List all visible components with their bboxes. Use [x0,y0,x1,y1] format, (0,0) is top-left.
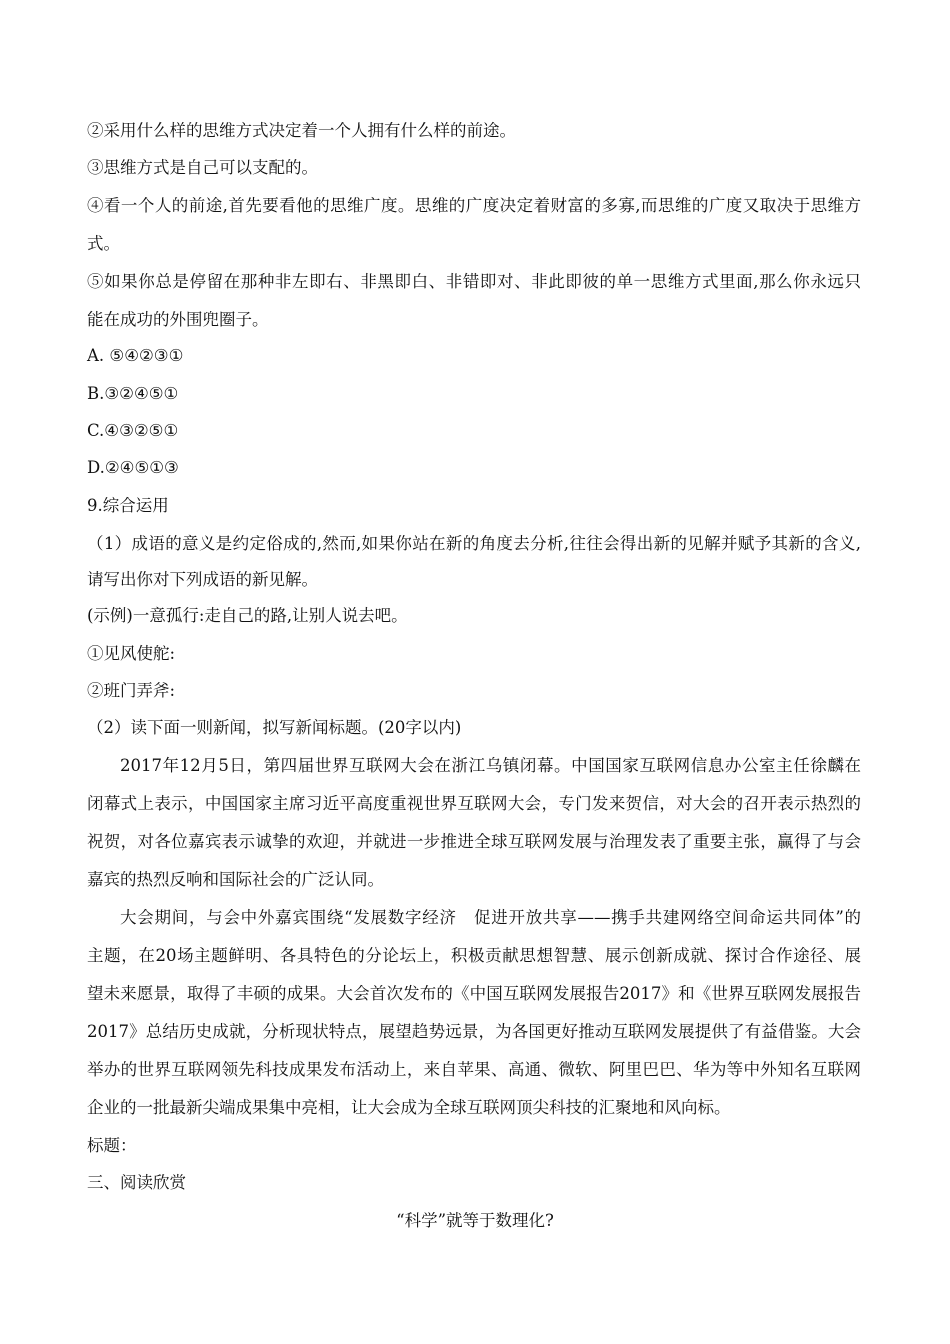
statement-5-line-2: 能在成功的外围兜圈子。 [87,310,269,329]
blank-1: ①见风使舵: [87,644,176,663]
part2-prompt: （2）读下面一则新闻，拟写新闻标题。(20字以内) [87,718,462,737]
news-p2-line-2: 主题，在20场主题鲜明、各具特色的分论坛上，积极贡献思想智慧、展示创新成就、探讨合作途径、展 [87,946,861,965]
news-p1-line-3: 祝贺，对各位嘉宾表示诚挚的欢迎，并就进一步推进全球互联网发展与治理发表了重要主张，赢得了与会 [87,832,861,851]
option-b: B.③②④⑤① [87,384,179,403]
news-p2-line-5: 举办的世界互联网领先科技成果发布活动上，来自苹果、高通、微软、阿里巴巴、华为等中外知名互联网 [87,1060,861,1079]
news-p2-line-3: 望未来愿景，取得了丰硕的成果。大会首次发布的《中国互联网发展报告2017》和《世界互联网发展报告 [87,984,861,1003]
blank-2: ②班门弄斧: [87,681,176,700]
option-c: C.④③②⑤① [87,421,179,440]
news-p1-line-1: 2017年12月5日，第四届世界互联网大会在浙江乌镇闭幕。中国国家互联网信息办公室主任徐麟在 [120,756,861,775]
option-d: D.②④⑤①③ [87,458,179,477]
news-p2-line-4: 2017》总结历史成就，分析现状特点，展望趋势远景，为各国更好推动互联网发展提供了有益借鉴。大会 [87,1022,861,1041]
option-a: A. ⑤④②③① [87,346,184,365]
news-p2-line-6: 企业的一批最新尖端成果集中亮相，让大会成为全球互联网顶尖科技的汇聚地和风向标。 [87,1098,731,1117]
news-p2-line-1: 大会期间，与会中外嘉宾围绕“发展数字经济 促进开放共享——携手共建网络空间命运共同体”的 [120,908,861,927]
statement-2: ②采用什么样的思维方式决定着一个人拥有什么样的前途。 [87,121,516,140]
article-title: “科学”就等于数理化? [396,1211,554,1230]
question-9-heading: 9.综合运用 [87,496,169,515]
title-answer-label: 标题： [87,1136,137,1155]
statement-4-line-1: ④看一个人的前途,首先要看他的思维广度。思维的广度决定着财富的多寡,而思维的广度又取决于思维方 [87,196,861,215]
part1-prompt-line-1: （1）成语的意义是约定俗成的,然而,如果你站在新的角度去分析,往往会得出新的见解并赋予其新的含义, [87,534,861,553]
section-3-heading: 三、阅读欣赏 [87,1173,186,1192]
statement-4-line-2: 式。 [87,234,120,253]
statement-5-line-1: ⑤如果你总是停留在那种非左即右、非黑即白、非错即对、非此即彼的单一思维方式里面,那么你永远只 [87,272,861,291]
part1-example: (示例)一意孤行:走自己的路,让别人说去吧。 [87,606,408,625]
news-p1-line-2: 闭幕式上表示，中国国家主席习近平高度重视世界互联网大会，专门发来贺信，对大会的召开表示热烈的 [87,794,861,813]
news-p1-line-4: 嘉宾的热烈反响和国际社会的广泛认同。 [87,870,384,889]
statement-3: ③思维方式是自己可以支配的。 [87,158,318,177]
part1-prompt-line-2: 请写出你对下列成语的新见解。 [87,570,318,589]
